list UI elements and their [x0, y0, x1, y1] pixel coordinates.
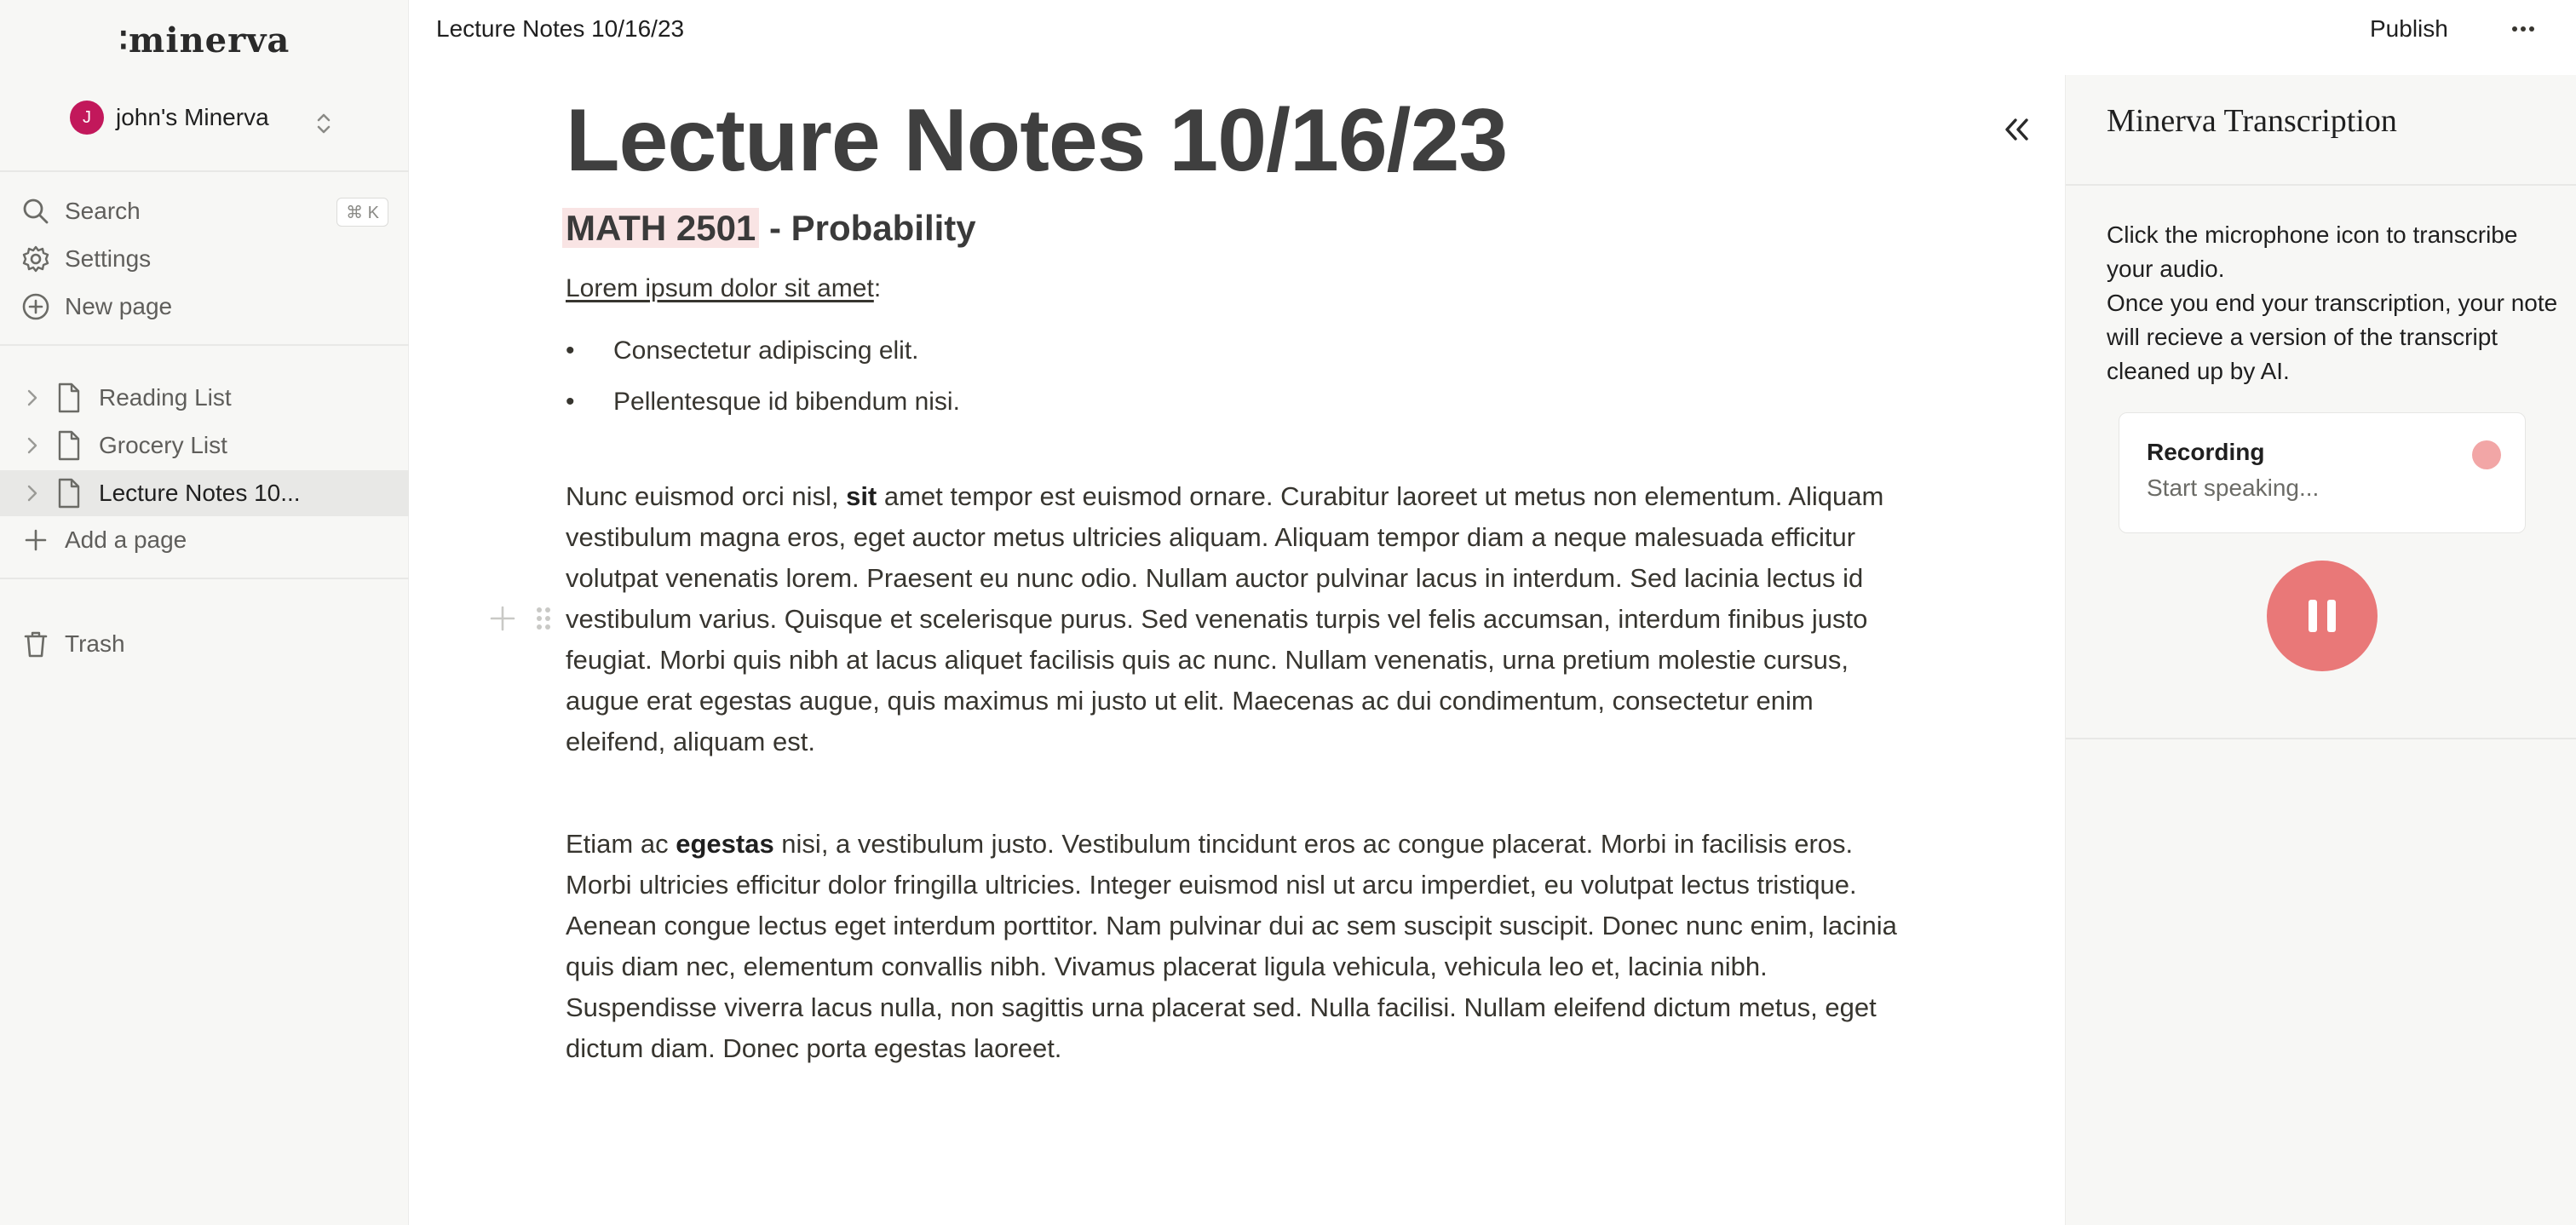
sidebar-item-label: New page: [65, 293, 173, 319]
sidebar-item-search[interactable]: [0, 189, 409, 233]
paragraph-block[interactable]: [566, 476, 1903, 762]
recording-title: Recording: [2147, 439, 2265, 465]
highlighted-text: MATH 2501: [562, 208, 759, 248]
page-title[interactable]: Lecture Notes 10/16/23: [566, 91, 1508, 190]
link-suffix: :: [873, 274, 882, 302]
add-page-label: Add a page: [65, 526, 187, 553]
workspace-name: john's Minerva: [116, 104, 269, 130]
more-options-icon[interactable]: [2504, 12, 2542, 46]
document-icon: [55, 477, 83, 509]
trash-icon: [20, 629, 51, 659]
app-logo[interactable]: ∶minerva: [118, 20, 290, 60]
breadcrumb[interactable]: Lecture Notes 10/16/23: [436, 15, 685, 42]
drag-handle-icon[interactable]: [533, 603, 554, 634]
sidebar: [0, 0, 409, 1225]
paragraph-text: Nunc euismod orci nisl,: [566, 481, 847, 511]
pause-icon: [2309, 600, 2317, 632]
add-block-icon[interactable]: [487, 603, 518, 634]
gear-icon: [20, 244, 51, 274]
recording-status: Start speaking...: [2147, 474, 2320, 501]
bold-text: egestas: [676, 829, 774, 859]
sidebar-item-new-page[interactable]: [0, 285, 409, 329]
subtitle-text: - Probability: [759, 208, 976, 248]
chevron-right-icon[interactable]: [20, 434, 44, 457]
sidebar-item-label: Trash: [65, 630, 125, 657]
transcription-panel: [2065, 75, 2576, 1225]
description-line: Click the microphone icon to transcribe your audio.: [2107, 221, 2518, 282]
sidebar-item-settings[interactable]: [0, 237, 409, 281]
plus-circle-icon: [20, 291, 51, 322]
publish-button[interactable]: Publish: [2370, 15, 2448, 42]
block-handles: [487, 603, 554, 634]
pause-icon: [2327, 600, 2336, 632]
collapse-panel-icon[interactable]: [1998, 112, 2036, 147]
document-icon: [55, 382, 83, 414]
add-page-button[interactable]: [0, 518, 409, 562]
pause-recording-button[interactable]: [2267, 561, 2378, 671]
chevron-up-down-icon[interactable]: [312, 109, 336, 138]
paragraph-text: nisi, a vestibulum justo. Vestibulum tincidunt eros ac congue placerat. Morbi in facilisis eros. Morbi ultricies efficitur dolor fringilla ultricies. Integer euismod nisl ut arcu imperdiet, eu volutpat lectus tristique. Aenean congue lectus eget interdum porttitor. Nam pulvinar dui ac sem suscipit suscipit. Donec nunc enim, lacinia quis diam nec, elementum convallis nibh. Vivamus placerat ligula vehicula, vehicula leo et, lacinia nibh. Suspendisse viverra lacus nulla, non sagittis urna placerat sed. Nulla facilisi. Nullam eleifend dictum metus, eget dictum diam. Donec porta egestas laoreet.: [566, 829, 1897, 1063]
sidebar-page-label: Grocery List: [99, 432, 227, 458]
chevron-right-icon[interactable]: [20, 481, 44, 505]
sidebar-page-grocery-list[interactable]: [0, 423, 409, 469]
panel-divider: [2066, 184, 2576, 186]
sidebar-item-label: Search: [65, 198, 141, 224]
sidebar-page-lecture-notes[interactable]: [0, 470, 409, 516]
bold-text: sit: [846, 481, 877, 511]
sidebar-item-label: Settings: [65, 245, 152, 272]
sidebar-page-label: Reading List: [99, 384, 232, 411]
list-item[interactable]: • Consectetur adipiscing elit.: [566, 325, 1758, 377]
workspace-switcher[interactable]: [70, 95, 269, 140]
link-paragraph[interactable]: [566, 274, 881, 303]
sidebar-item-trash[interactable]: [0, 622, 409, 666]
panel-title: Minerva Transcription: [2107, 103, 2397, 139]
description-line: Once you end your transcription, your note will recieve a version of the transcript cleaned up by AI.: [2107, 290, 2558, 384]
plus-icon: [20, 525, 51, 555]
recording-indicator-icon: [2472, 440, 2501, 469]
chevron-right-icon[interactable]: [20, 386, 44, 410]
sidebar-divider: [0, 170, 409, 172]
sidebar-page-label: Lecture Notes 10...: [99, 480, 301, 506]
paragraph-text: amet tempor est euismod ornare. Curabitur laoreet ut metus non elementum. Aliquam vestibulum magna eros, eget auctor metus ultricies aliquam. Aliquam tempor diam a neque malesuada efficitur volutpat venenatis lorem. Praesent eu nunc odio. Nullam auctor pulvinar lacus in interdum. Sed lacinia lectus id vestibulum varius. Quisque et scelerisque purus. Sed venenatis turpis vel felis accumsan, interdum finibus justo feugiat. Morbi quis nibh at lacus aliquet facilisis quis ac nunc. Nullam venenatis, urna pretium molestie cursus, augue erat egestas augue, quis maximus mi justo ut elit. Maecenas ac dui condimentum, consectetur enim eleifend, aliquam est.: [566, 481, 1884, 756]
document-icon: [55, 429, 83, 462]
link-text[interactable]: Lorem ipsum dolor sit amet: [566, 274, 874, 302]
bullet-list: [566, 325, 1758, 428]
paragraph-text: Etiam ac: [566, 829, 676, 859]
search-icon: [20, 196, 51, 227]
list-item[interactable]: • Pellentesque id bibendum nisi.: [566, 377, 1758, 428]
recording-card: [2119, 412, 2526, 533]
shortcut-badge: ⌘ K: [336, 198, 388, 227]
sidebar-divider: [0, 578, 409, 579]
page-subtitle[interactable]: [566, 208, 976, 249]
sidebar-page-reading-list[interactable]: [0, 375, 409, 421]
panel-description: [2107, 218, 2558, 388]
sidebar-divider: [0, 344, 409, 346]
avatar: J: [70, 101, 104, 135]
panel-divider: [2066, 738, 2576, 739]
paragraph-block[interactable]: [566, 824, 1903, 1069]
